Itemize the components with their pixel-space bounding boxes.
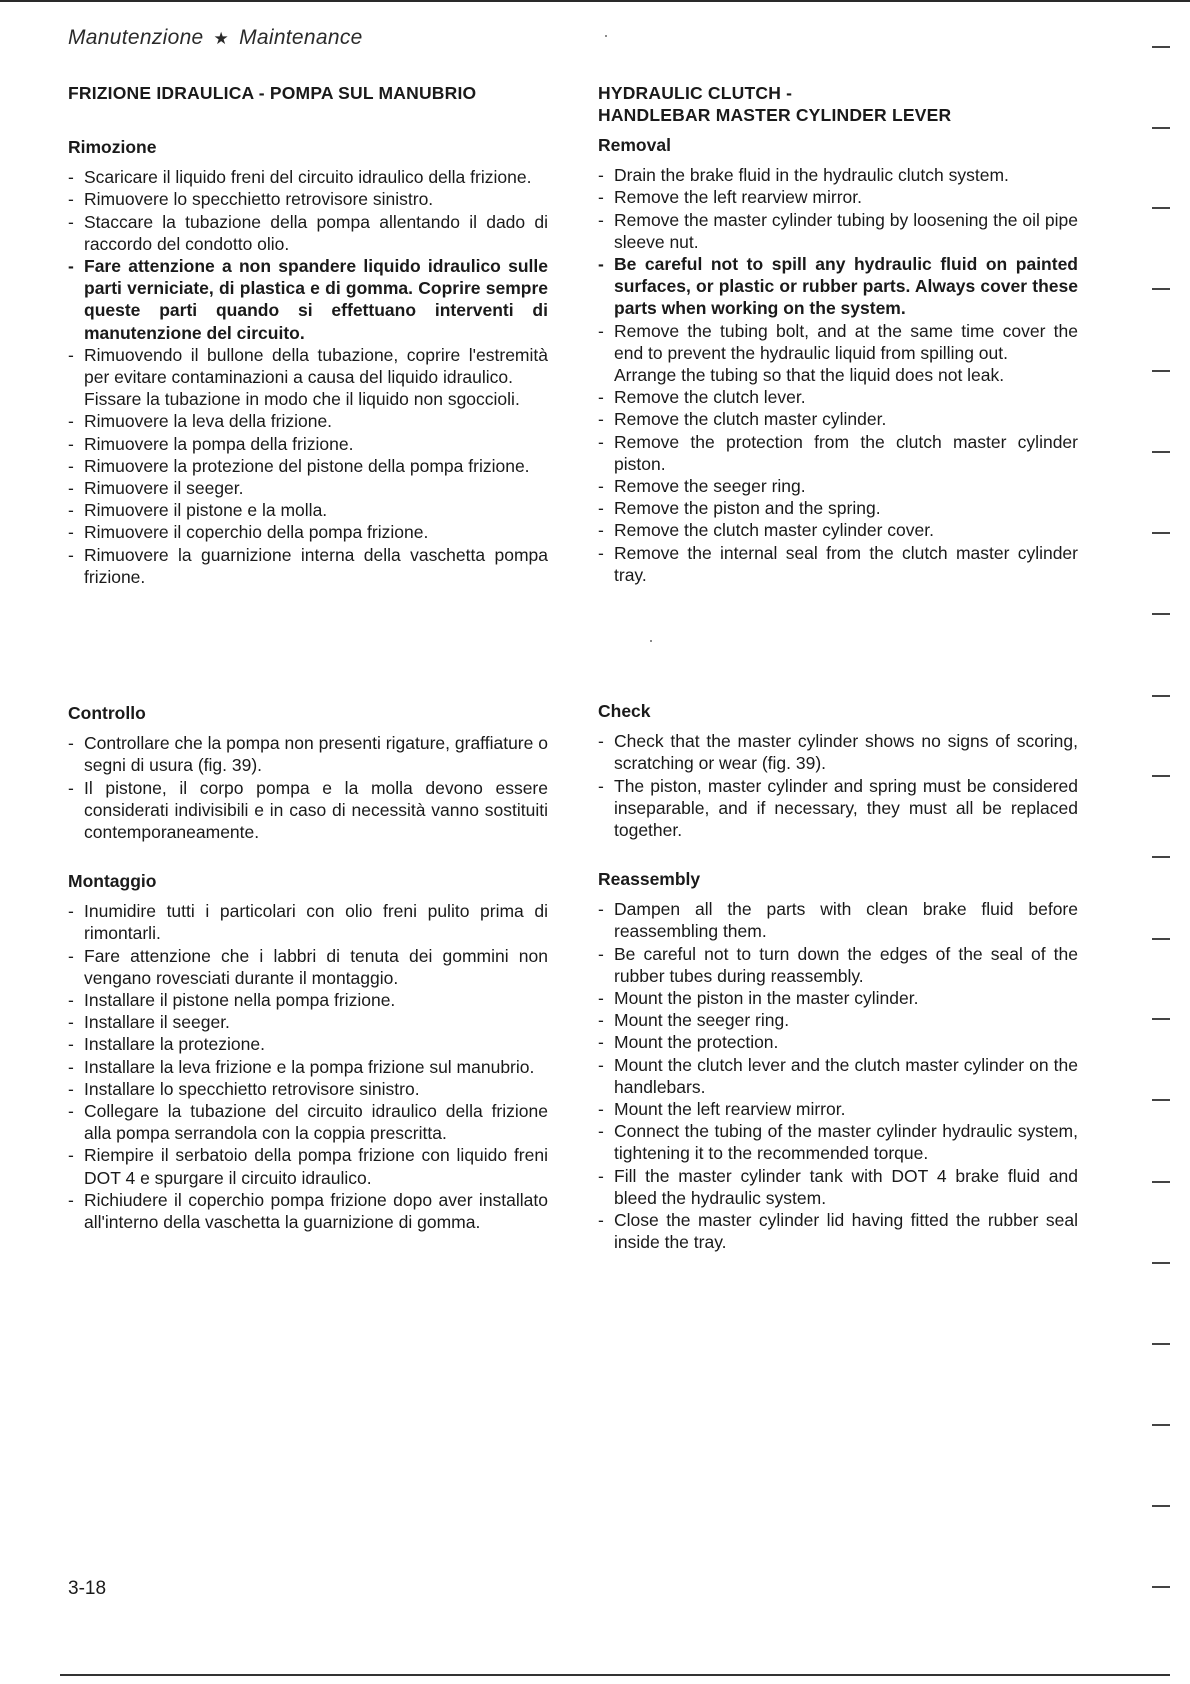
list-item: - Installare il pistone nella pompa frizione. [68, 989, 548, 1011]
italian-reassembly-list [68, 900, 548, 1233]
english-reassembly-section [598, 868, 1078, 1253]
list-item: - Controllare che la pompa non presenti rigature, graffiature o segni di usura (fig. 39). [68, 732, 548, 776]
list-item: - Il pistone, il corpo pompa e la molla devono essere considerati indivisibili e in caso di necessità vanno sostituiti contemporaneamente. [68, 777, 548, 844]
list-item: - Remove the seeger ring. [598, 475, 1078, 497]
margin-tick [1152, 775, 1170, 777]
list-item: - Remove the master cylinder tubing by loosening the oil pipe sleeve nut. [598, 209, 1078, 253]
list-item: - Mount the clutch lever and the clutch master cylinder on the handlebars. [598, 1054, 1078, 1098]
margin-tick [1152, 1018, 1170, 1020]
margin-tick [1152, 938, 1170, 940]
list-item: - Rimuovere la guarnizione interna della vaschetta pompa frizione. [68, 544, 548, 588]
margin-tick [1152, 1586, 1170, 1588]
english-title-line2: HANDLEBAR MASTER CYLINDER LEVER [598, 105, 952, 126]
page-header [68, 26, 363, 50]
top-rule [0, 0, 1190, 2]
list-item: - Drain the brake fluid in the hydraulic clutch system. [598, 164, 1078, 186]
list-item: - Installare lo specchietto retrovisore sinistro. [68, 1078, 548, 1100]
header-english: Maintenance [239, 26, 363, 49]
english-removal-list [598, 164, 1078, 586]
star-icon: ★ [213, 29, 230, 48]
italian-check-heading: Controllo [68, 703, 146, 723]
list-item: - Fare attenzione che i labbri di tenuta dei gommini non vengano rovesciati durante il montaggio. [68, 945, 548, 989]
english-check-heading: Check [598, 701, 651, 721]
italian-removal-heading: Rimozione [68, 137, 157, 157]
english-removal-section [598, 134, 1078, 586]
english-reassembly-heading: Reassembly [598, 869, 701, 889]
page-number: 3-18 [68, 1578, 107, 1599]
list-item: - Installare la leva frizione e la pompa frizione sul manubrio. [68, 1056, 548, 1078]
margin-tick [1152, 46, 1170, 48]
english-title-line1: HYDRAULIC CLUTCH - [598, 83, 793, 103]
margin-tick [1152, 532, 1170, 534]
italian-removal-list [68, 166, 548, 588]
margin-tick [1152, 1505, 1170, 1507]
margin-tick [1152, 856, 1170, 858]
english-reassembly-list [598, 898, 1078, 1253]
list-item: - Remove the clutch master cylinder cover. [598, 519, 1078, 541]
list-item: - Inumidire tutti i particolari con olio freni pulito prima di rimontarli. [68, 900, 548, 944]
list-item: - Close the master cylinder lid having fitted the rubber seal inside the tray. [598, 1209, 1078, 1253]
list-item: - Staccare la tubazione della pompa allentando il dado di raccordo del condotto olio. [68, 211, 548, 255]
margin-tick [1152, 1099, 1170, 1101]
list-item-note: Arrange the tubing so that the liquid does not leak. [614, 365, 1005, 386]
list-item: - Remove the internal seal from the clutch master cylinder tray. [598, 542, 1078, 586]
italian-reassembly-section [68, 870, 548, 1233]
list-item: - Rimuovere il pistone e la molla. [68, 499, 548, 521]
list-item-note: Fissare la tubazione in modo che il liquido non sgoccioli. [84, 389, 520, 410]
list-item: - Scaricare il liquido freni del circuito idraulico della frizione. [68, 166, 548, 188]
list-item: - Installare il seeger. [68, 1011, 548, 1033]
list-item: - Remove the tubing bolt, and at the same time cover the end to prevent the hydraulic liquid from spilling out. [598, 320, 1078, 364]
list-item: - Remove the protection from the clutch master cylinder piston. [598, 431, 1078, 475]
margin-tick [1152, 1424, 1170, 1426]
bottom-rule [60, 1674, 1170, 1676]
list-item: - Richiudere il coperchio pompa frizione dopo aver installato all'interno della vaschetta la guarnizione di gomma. [68, 1189, 548, 1233]
italian-title: FRIZIONE IDRAULICA - POMPA SUL MANUBRIO [68, 83, 477, 103]
list-item: - Rimuovere lo specchietto retrovisore sinistro. [68, 188, 548, 210]
list-item: - Remove the piston and the spring. [598, 497, 1078, 519]
english-title [598, 82, 1078, 126]
italian-check-list [68, 732, 548, 843]
margin-tick [1152, 127, 1170, 129]
english-check-section [598, 700, 1078, 841]
margin-tick [1152, 370, 1170, 372]
list-item: - The piston, master cylinder and spring must be considered inseparable, and if necessary, they must all be replaced together. [598, 775, 1078, 842]
header-italian: Manutenzione [68, 26, 204, 49]
margin-tick [1152, 1262, 1170, 1264]
margin-tick [1152, 207, 1170, 209]
margin-tick [1152, 613, 1170, 615]
list-item: - Rimuovere la protezione del pistone della pompa frizione. [68, 455, 548, 477]
list-item: - Rimuovere il coperchio della pompa frizione. [68, 521, 548, 543]
list-item: - Mount the protection. [598, 1031, 1078, 1053]
list-item-warning: - Fare attenzione a non spandere liquido idraulico sulle parti verniciate, di plastica e di gomma. Coprire sempre queste parti quando si effettuano interventi di manutenzione del circuito. [68, 255, 548, 344]
margin-tick [1152, 695, 1170, 697]
list-item: - Collegare la tubazione del circuito idraulico della frizione alla pompa serrandola con la coppia prescritta. [68, 1100, 548, 1144]
list-item: - Dampen all the parts with clean brake fluid before reassembling them. [598, 898, 1078, 942]
list-item: - Rimuovere il seeger. [68, 477, 548, 499]
italian-reassembly-heading: Montaggio [68, 871, 157, 891]
list-item: - Be careful not to turn down the edges of the seal of the rubber tubes during reassembly. [598, 943, 1078, 987]
list-item: - Remove the left rearview mirror. [598, 186, 1078, 208]
list-item: - Check that the master cylinder shows no signs of scoring, scratching or wear (fig. 39). [598, 730, 1078, 774]
scan-speck [605, 35, 607, 37]
list-item: - Remove the clutch master cylinder. [598, 408, 1078, 430]
list-item: - Riempire il serbatoio della pompa frizione con liquido freni DOT 4 e spurgare il circuito idraulico. [68, 1144, 548, 1188]
list-item: - Mount the seeger ring. [598, 1009, 1078, 1031]
italian-check-section [68, 702, 548, 843]
scan-speck [650, 640, 652, 642]
english-removal-heading: Removal [598, 135, 671, 155]
list-item: - Installare la protezione. [68, 1033, 548, 1055]
margin-tick [1152, 288, 1170, 290]
italian-removal-section [68, 136, 548, 588]
list-item: - Mount the left rearview mirror. [598, 1098, 1078, 1120]
english-check-list [598, 730, 1078, 841]
margin-tick [1152, 1181, 1170, 1183]
list-item-warning: - Be careful not to spill any hydraulic fluid on painted surfaces, or plastic or rubber parts. Always cover these parts when working on the system. [598, 253, 1078, 320]
margin-tick [1152, 1343, 1170, 1345]
list-item: - Connect the tubing of the master cylinder hydraulic system, tightening it to the recommended torque. [598, 1120, 1078, 1164]
list-item: - Fill the master cylinder tank with DOT 4 brake fluid and bleed the hydraulic system. [598, 1165, 1078, 1209]
list-item: - Rimuovendo il bullone della tubazione, coprire l'estremità per evitare contaminazioni a causa del liquido idraulico. [68, 344, 548, 388]
list-item: - Rimuovere la pompa della frizione. [68, 433, 548, 455]
list-item: - Mount the piston in the master cylinder. [598, 987, 1078, 1009]
list-item: - Remove the clutch lever. [598, 386, 1078, 408]
margin-tick [1152, 451, 1170, 453]
list-item: - Rimuovere la leva della frizione. [68, 410, 548, 432]
